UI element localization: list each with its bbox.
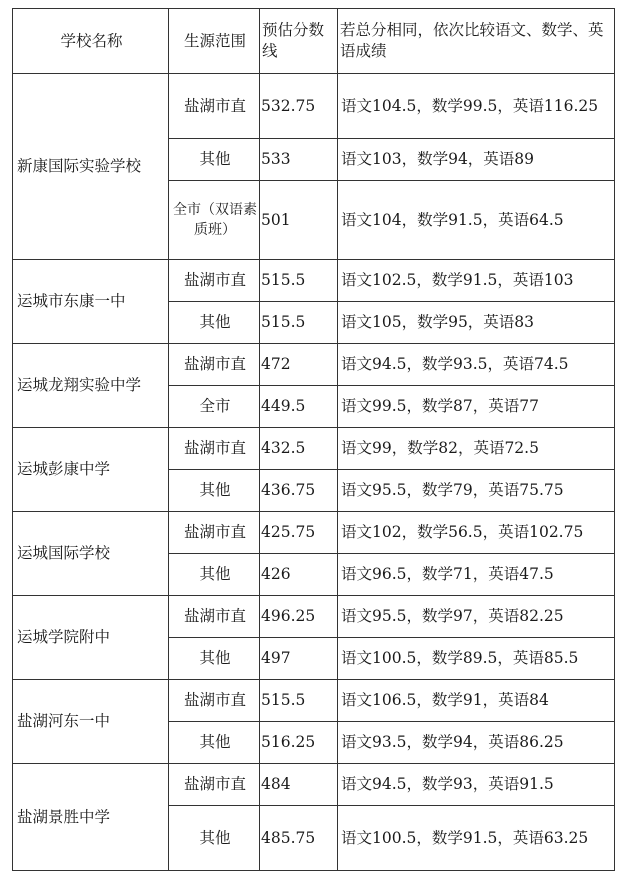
score-cell: 425.75 [260, 512, 338, 554]
header-range: 生源范围 [169, 9, 260, 74]
score-cell: 532.75 [260, 74, 338, 139]
range-cell: 其他 [169, 638, 260, 680]
header-school: 学校名称 [13, 9, 169, 74]
header-score: 预估分数线 [260, 9, 338, 74]
school-name: 运城彭康中学 [13, 428, 169, 512]
detail-cell: 语文100.5，数学89.5，英语85.5 [338, 638, 615, 680]
school-name: 运城龙翔实验中学 [13, 344, 169, 428]
detail-cell: 语文99，数学82，英语72.5 [338, 428, 615, 470]
detail-cell: 语文99.5，数学87，英语77 [338, 386, 615, 428]
range-cell: 盐湖市直 [169, 680, 260, 722]
range-cell: 其他 [169, 806, 260, 871]
school-name: 运城市东康一中 [13, 260, 169, 344]
score-cell: 436.75 [260, 470, 338, 512]
table-row [13, 428, 615, 470]
range-cell: 盐湖市直 [169, 512, 260, 554]
score-cell: 515.5 [260, 680, 338, 722]
score-cell: 516.25 [260, 722, 338, 764]
score-cell: 497 [260, 638, 338, 680]
school-name: 新康国际实验学校 [13, 74, 169, 260]
detail-cell: 语文103，数学94，英语89 [338, 139, 615, 181]
detail-cell: 语文105，数学95，英语83 [338, 302, 615, 344]
detail-cell: 语文104，数学91.5，英语64.5 [338, 181, 615, 260]
range-cell: 其他 [169, 554, 260, 596]
detail-cell: 语文102.5，数学91.5，英语103 [338, 260, 615, 302]
range-cell: 其他 [169, 722, 260, 764]
detail-cell: 语文96.5，数学71，英语47.5 [338, 554, 615, 596]
header-tiebreak: 若总分相同，依次比较语文、数学、英语成绩 [338, 9, 615, 74]
detail-cell: 语文95.5，数学97，英语82.25 [338, 596, 615, 638]
range-cell: 盐湖市直 [169, 344, 260, 386]
score-cell: 501 [260, 181, 338, 260]
table-row [13, 764, 615, 806]
school-name: 运城学院附中 [13, 596, 169, 680]
detail-cell: 语文100.5，数学91.5，英语63.25 [338, 806, 615, 871]
range-cell: 其他 [169, 302, 260, 344]
score-cell: 432.5 [260, 428, 338, 470]
table-row [13, 596, 615, 638]
score-cell: 449.5 [260, 386, 338, 428]
detail-cell: 语文93.5，数学94，英语86.25 [338, 722, 615, 764]
score-table [12, 8, 615, 871]
detail-cell: 语文106.5，数学91，英语84 [338, 680, 615, 722]
school-name: 盐湖景胜中学 [13, 764, 169, 871]
range-cell: 全市 [169, 386, 260, 428]
score-cell: 515.5 [260, 302, 338, 344]
table-row [13, 344, 615, 386]
range-cell: 其他 [169, 470, 260, 512]
detail-cell: 语文94.5，数学93，英语91.5 [338, 764, 615, 806]
table-row [13, 74, 615, 139]
range-cell: 盐湖市直 [169, 260, 260, 302]
score-cell: 472 [260, 344, 338, 386]
table-row [13, 260, 615, 302]
score-cell: 426 [260, 554, 338, 596]
school-name: 运城国际学校 [13, 512, 169, 596]
table-row [13, 512, 615, 554]
header-row [13, 9, 615, 74]
range-cell: 盐湖市直 [169, 74, 260, 139]
detail-cell: 语文104.5，数学99.5，英语116.25 [338, 74, 615, 139]
score-cell: 496.25 [260, 596, 338, 638]
detail-cell: 语文94.5，数学93.5，英语74.5 [338, 344, 615, 386]
table-row [13, 680, 615, 722]
range-cell: 盐湖市直 [169, 428, 260, 470]
range-cell: 其他 [169, 139, 260, 181]
detail-cell: 语文102，数学56.5，英语102.75 [338, 512, 615, 554]
score-cell: 533 [260, 139, 338, 181]
score-cell: 484 [260, 764, 338, 806]
score-cell: 485.75 [260, 806, 338, 871]
range-cell: 盐湖市直 [169, 764, 260, 806]
range-cell: 全市（双语素质班） [169, 181, 260, 260]
score-cell: 515.5 [260, 260, 338, 302]
school-name: 盐湖河东一中 [13, 680, 169, 764]
range-cell: 盐湖市直 [169, 596, 260, 638]
detail-cell: 语文95.5，数学79，英语75.75 [338, 470, 615, 512]
